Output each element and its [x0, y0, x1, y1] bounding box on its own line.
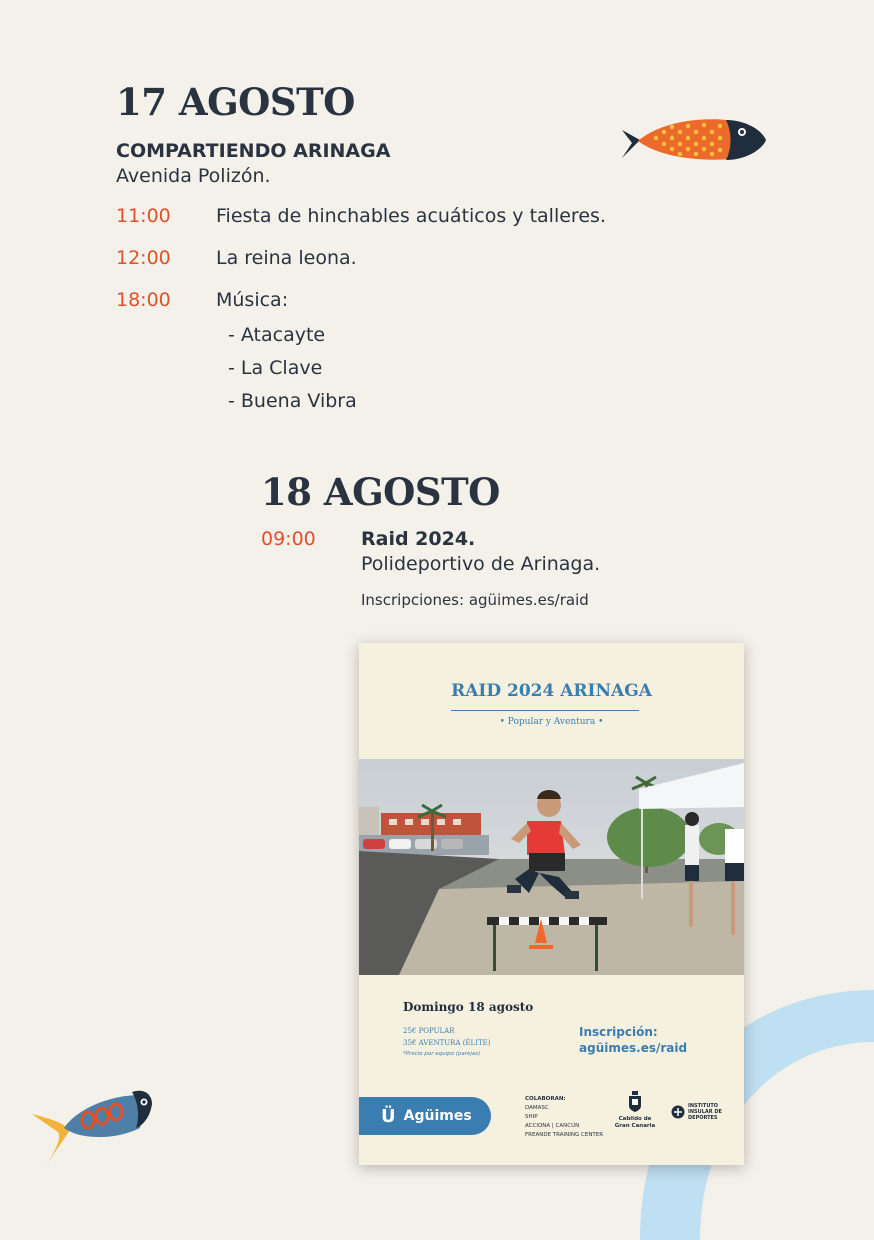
day2-event-place: Polideportivo de Arinaga.: [361, 553, 601, 575]
colab-item: FREANDE TRAINING CENTER: [525, 1132, 604, 1138]
poster-date: Domingo 18 agosto: [403, 1000, 534, 1014]
day2-time: 09:00: [261, 528, 316, 550]
day2-registration: Inscripciones: agüimes.es/raid: [361, 591, 589, 609]
poster-note: *Precio por equipo (parejas): [403, 1051, 481, 1057]
cabildo-logo: [613, 1091, 657, 1130]
brand-logo-icon: Ü: [381, 1105, 396, 1127]
day2-event-name: Raid 2024.: [361, 528, 476, 550]
day1-event-place: Avenida Polizón.: [116, 165, 271, 187]
poster-divider: [451, 710, 639, 711]
colab-heading: COLABORAN:: [525, 1096, 566, 1102]
poster-price-aventura: 35€ AVENTURA (ÉLITE): [403, 1039, 491, 1047]
poster-brand-logo: [359, 1097, 491, 1135]
raid-poster: [359, 643, 744, 1165]
schedule-row: [116, 247, 357, 269]
insular-name: INSTITUTO INSULAR DE DEPORTES: [688, 1103, 722, 1121]
coat-of-arms-icon: [627, 1091, 643, 1113]
poster-subtitle: • Popular y Aventura •: [499, 717, 604, 727]
day1-event-name: COMPARTIENDO ARINAGA: [116, 140, 391, 162]
poster-price-popular: 25€ POPULAR: [403, 1027, 455, 1035]
colab-item: ACCIONA | CANCÚN: [525, 1123, 580, 1129]
schedule-row: [116, 289, 288, 311]
poster-registration-label: Inscripción:: [579, 1025, 658, 1039]
insular-logo-icon: [671, 1105, 685, 1119]
poster-photo: [359, 759, 744, 975]
schedule-row: [116, 205, 606, 227]
colab-item: DAMASC: [525, 1105, 549, 1111]
poster-registration-url: agüimes.es/raid: [579, 1041, 688, 1055]
schedule-time: 12:00: [116, 247, 171, 269]
schedule-time: 11:00: [116, 205, 171, 227]
poster-title: RAID 2024 ARINAGA: [451, 681, 652, 701]
colab-item: SHIP: [525, 1114, 538, 1120]
music-item: - Atacayte: [228, 324, 326, 346]
schedule-time: 18:00: [116, 289, 171, 311]
poster-collaborators: [525, 1095, 603, 1140]
fish-orange-icon: [618, 114, 768, 164]
schedule-text: La reina leona.: [216, 247, 357, 269]
schedule-text: Fiesta de hinchables acuáticos y talleres.: [216, 205, 606, 227]
music-item: - La Clave: [228, 357, 323, 379]
music-list: [228, 323, 357, 422]
cabildo-name: Cabildo de Gran Canaria: [614, 1116, 656, 1129]
insular-logo: [671, 1103, 724, 1121]
brand-name: Agüimes: [403, 1108, 472, 1124]
schedule-text: Música:: [216, 289, 289, 311]
music-item: - Buena Vibra: [228, 390, 357, 412]
fish-blue-icon: [28, 1082, 158, 1172]
day1-title: 17 AGOSTO: [116, 80, 355, 124]
day2-title: 18 AGOSTO: [261, 470, 500, 514]
